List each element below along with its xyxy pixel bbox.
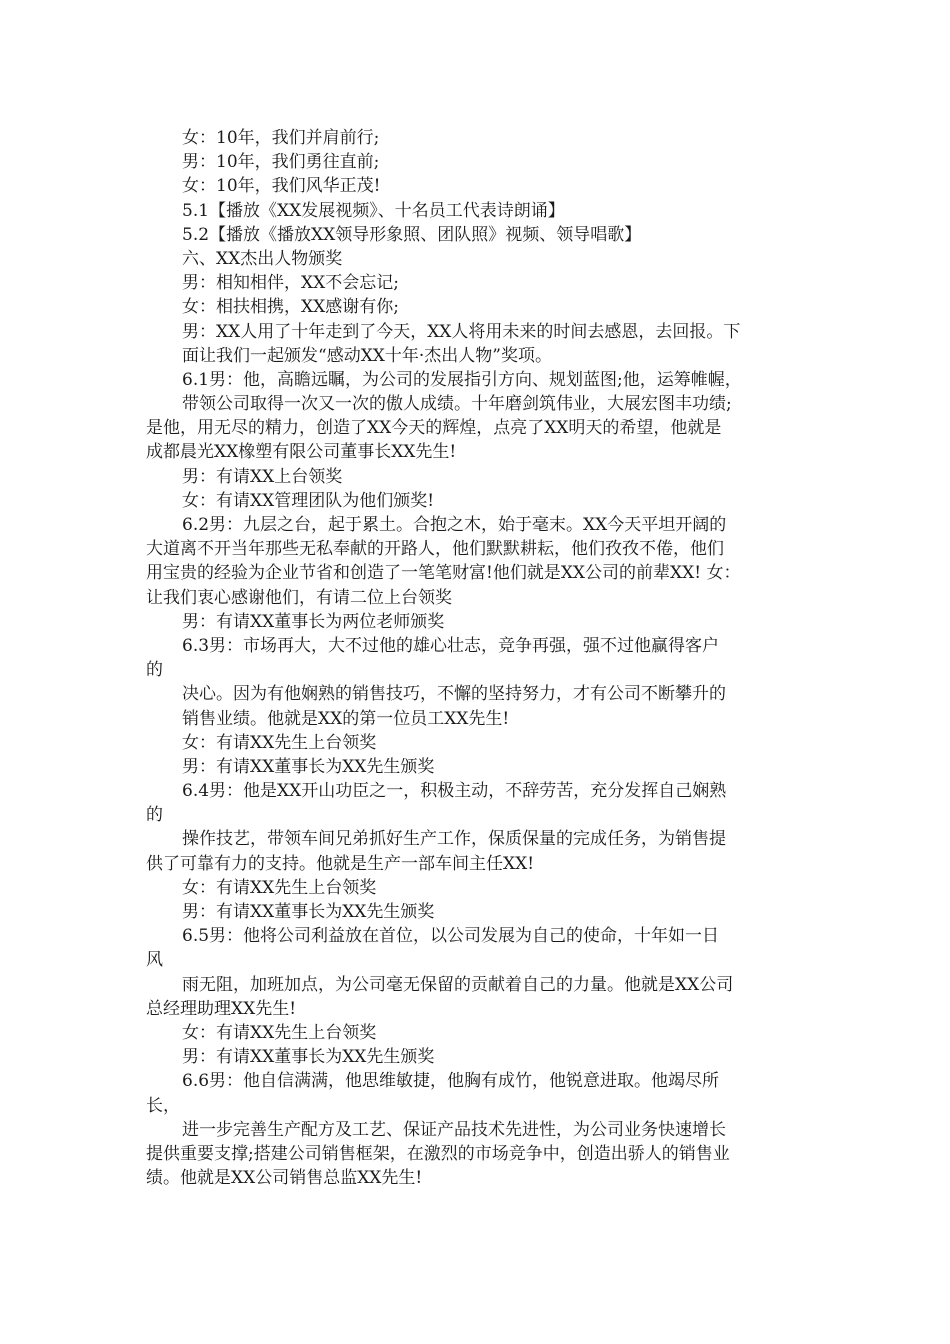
- text-line: 让我们衷心感谢他们，有请二位上台领奖: [146, 587, 452, 608]
- text-line: 6.1男：他，高瞻远瞩，为公司的发展指引方向、规划蓝图;他，运筹帷幄，: [182, 369, 742, 390]
- text-line: 5.2【播放《播放XX领导形象照、团队照》视频、领导唱歌】: [182, 224, 642, 245]
- text-line: 面让我们一起颁发“感动XX十年·杰出人物”奖项。: [182, 345, 552, 366]
- text-line: 男：10年，我们勇往直前;: [182, 152, 380, 173]
- text-line: 成都晨光XX橡塑有限公司董事长XX先生!: [146, 442, 457, 463]
- text-line: 供了可靠有力的支持。他就是生产一部车间主任XX!: [146, 853, 535, 874]
- text-line: 雨无阻，加班加点，为公司毫无保留的贡献着自己的力量。他就是XX公司: [182, 974, 734, 995]
- text-line: 进一步完善生产配方及工艺、保证产品技术先进性，为公司业务快速增长: [182, 1119, 726, 1140]
- text-line: 决心。因为有他娴熟的销售技巧，不懈的坚持努力，才有公司不断攀升的: [182, 684, 726, 705]
- text-line: 长，: [146, 1095, 180, 1116]
- text-line: 的: [146, 805, 163, 826]
- text-line: 女：有请XX先生上台领奖: [182, 1022, 377, 1043]
- text-line: 的: [146, 660, 163, 681]
- text-line: 绩。他就是XX公司销售总监XX先生!: [146, 1168, 423, 1189]
- text-line: 用宝贵的经验为企业节省和创造了一笔笔财富!他们就是XX公司的前辈XX! 女：: [146, 563, 741, 584]
- text-line: 女：有请XX先生上台领奖: [182, 732, 377, 753]
- text-line: 操作技艺，带领车间兄弟抓好生产工作，保质保量的完成任务，为销售提: [182, 829, 726, 850]
- text-line: 6.6男：他自信满满，他思维敏捷，他胸有成竹，他锐意进取。他竭尽所: [182, 1071, 720, 1092]
- text-line: 女：有请XX先生上台领奖: [182, 877, 377, 898]
- text-line: 男：有请XX董事长为XX先生颁奖: [182, 1047, 435, 1068]
- document-body: [146, 126, 810, 1190]
- text-line: 是他，用无尽的精力，创造了XX今天的辉煌，点亮了XX明天的希望，他就是: [146, 418, 722, 439]
- text-line: 女：有请XX管理团队为他们颁奖!: [182, 490, 435, 511]
- text-line: 销售业绩。他就是XX的第一位员工XX先生!: [182, 708, 510, 729]
- text-line: 6.3男：市场再大，大不过他的雄心壮志，竞争再强，强不过他赢得客户: [182, 635, 720, 656]
- text-line: 6.2男：九层之台，起于累土。合抱之木，始于毫末。XX今天平坦开阔的: [182, 515, 727, 535]
- text-line: 6.4男：他是XX开山功臣之一，积极主动，不辞劳苦，充分发挥自己娴熟: [182, 781, 727, 802]
- text-line: 总经理助理XX先生!: [146, 998, 297, 1019]
- text-line: 男：相知相伴，XX不会忘记;: [182, 273, 399, 294]
- text-line: 男：XX人用了十年走到了今天，XX人将用未来的时间去感恩，去回报。下: [182, 321, 741, 342]
- text-line: 男：有请XX董事长为XX先生颁奖: [182, 756, 435, 777]
- text-line: 男：有请XX董事长为两位老师颁奖: [182, 611, 445, 632]
- text-line: 女：10年，我们并肩前行;: [182, 128, 380, 148]
- text-line: 5.1【播放《XX发展视频》、十名员工代表诗朗诵】: [182, 200, 565, 221]
- text-line: 风: [146, 950, 163, 971]
- text-line: 提供重要支撑;搭建公司销售框架，在激烈的市场竞争中，创造出骄人的销售业: [146, 1143, 730, 1164]
- text-line: 男：有请XX上台领奖: [182, 466, 343, 487]
- text-line: 六、XX杰出人物颁奖: [182, 248, 343, 269]
- text-line: 6.5男：他将公司利益放在首位，以公司发展为自己的使命，十年如一日: [182, 926, 720, 947]
- text-line: 男：有请XX董事长为XX先生颁奖: [182, 902, 435, 922]
- text-line: 女：10年，我们风华正茂!: [182, 176, 381, 197]
- text-line: 带领公司取得一次又一次的傲人成绩。十年磨剑筑伟业，大展宏图丰功绩;: [182, 394, 732, 415]
- text-line: 女：相扶相携，XX感谢有你;: [182, 297, 399, 318]
- text-line: 大道离不开当年那些无私奉献的开路人，他们默默耕耘，他们孜孜不倦，他们: [146, 539, 724, 560]
